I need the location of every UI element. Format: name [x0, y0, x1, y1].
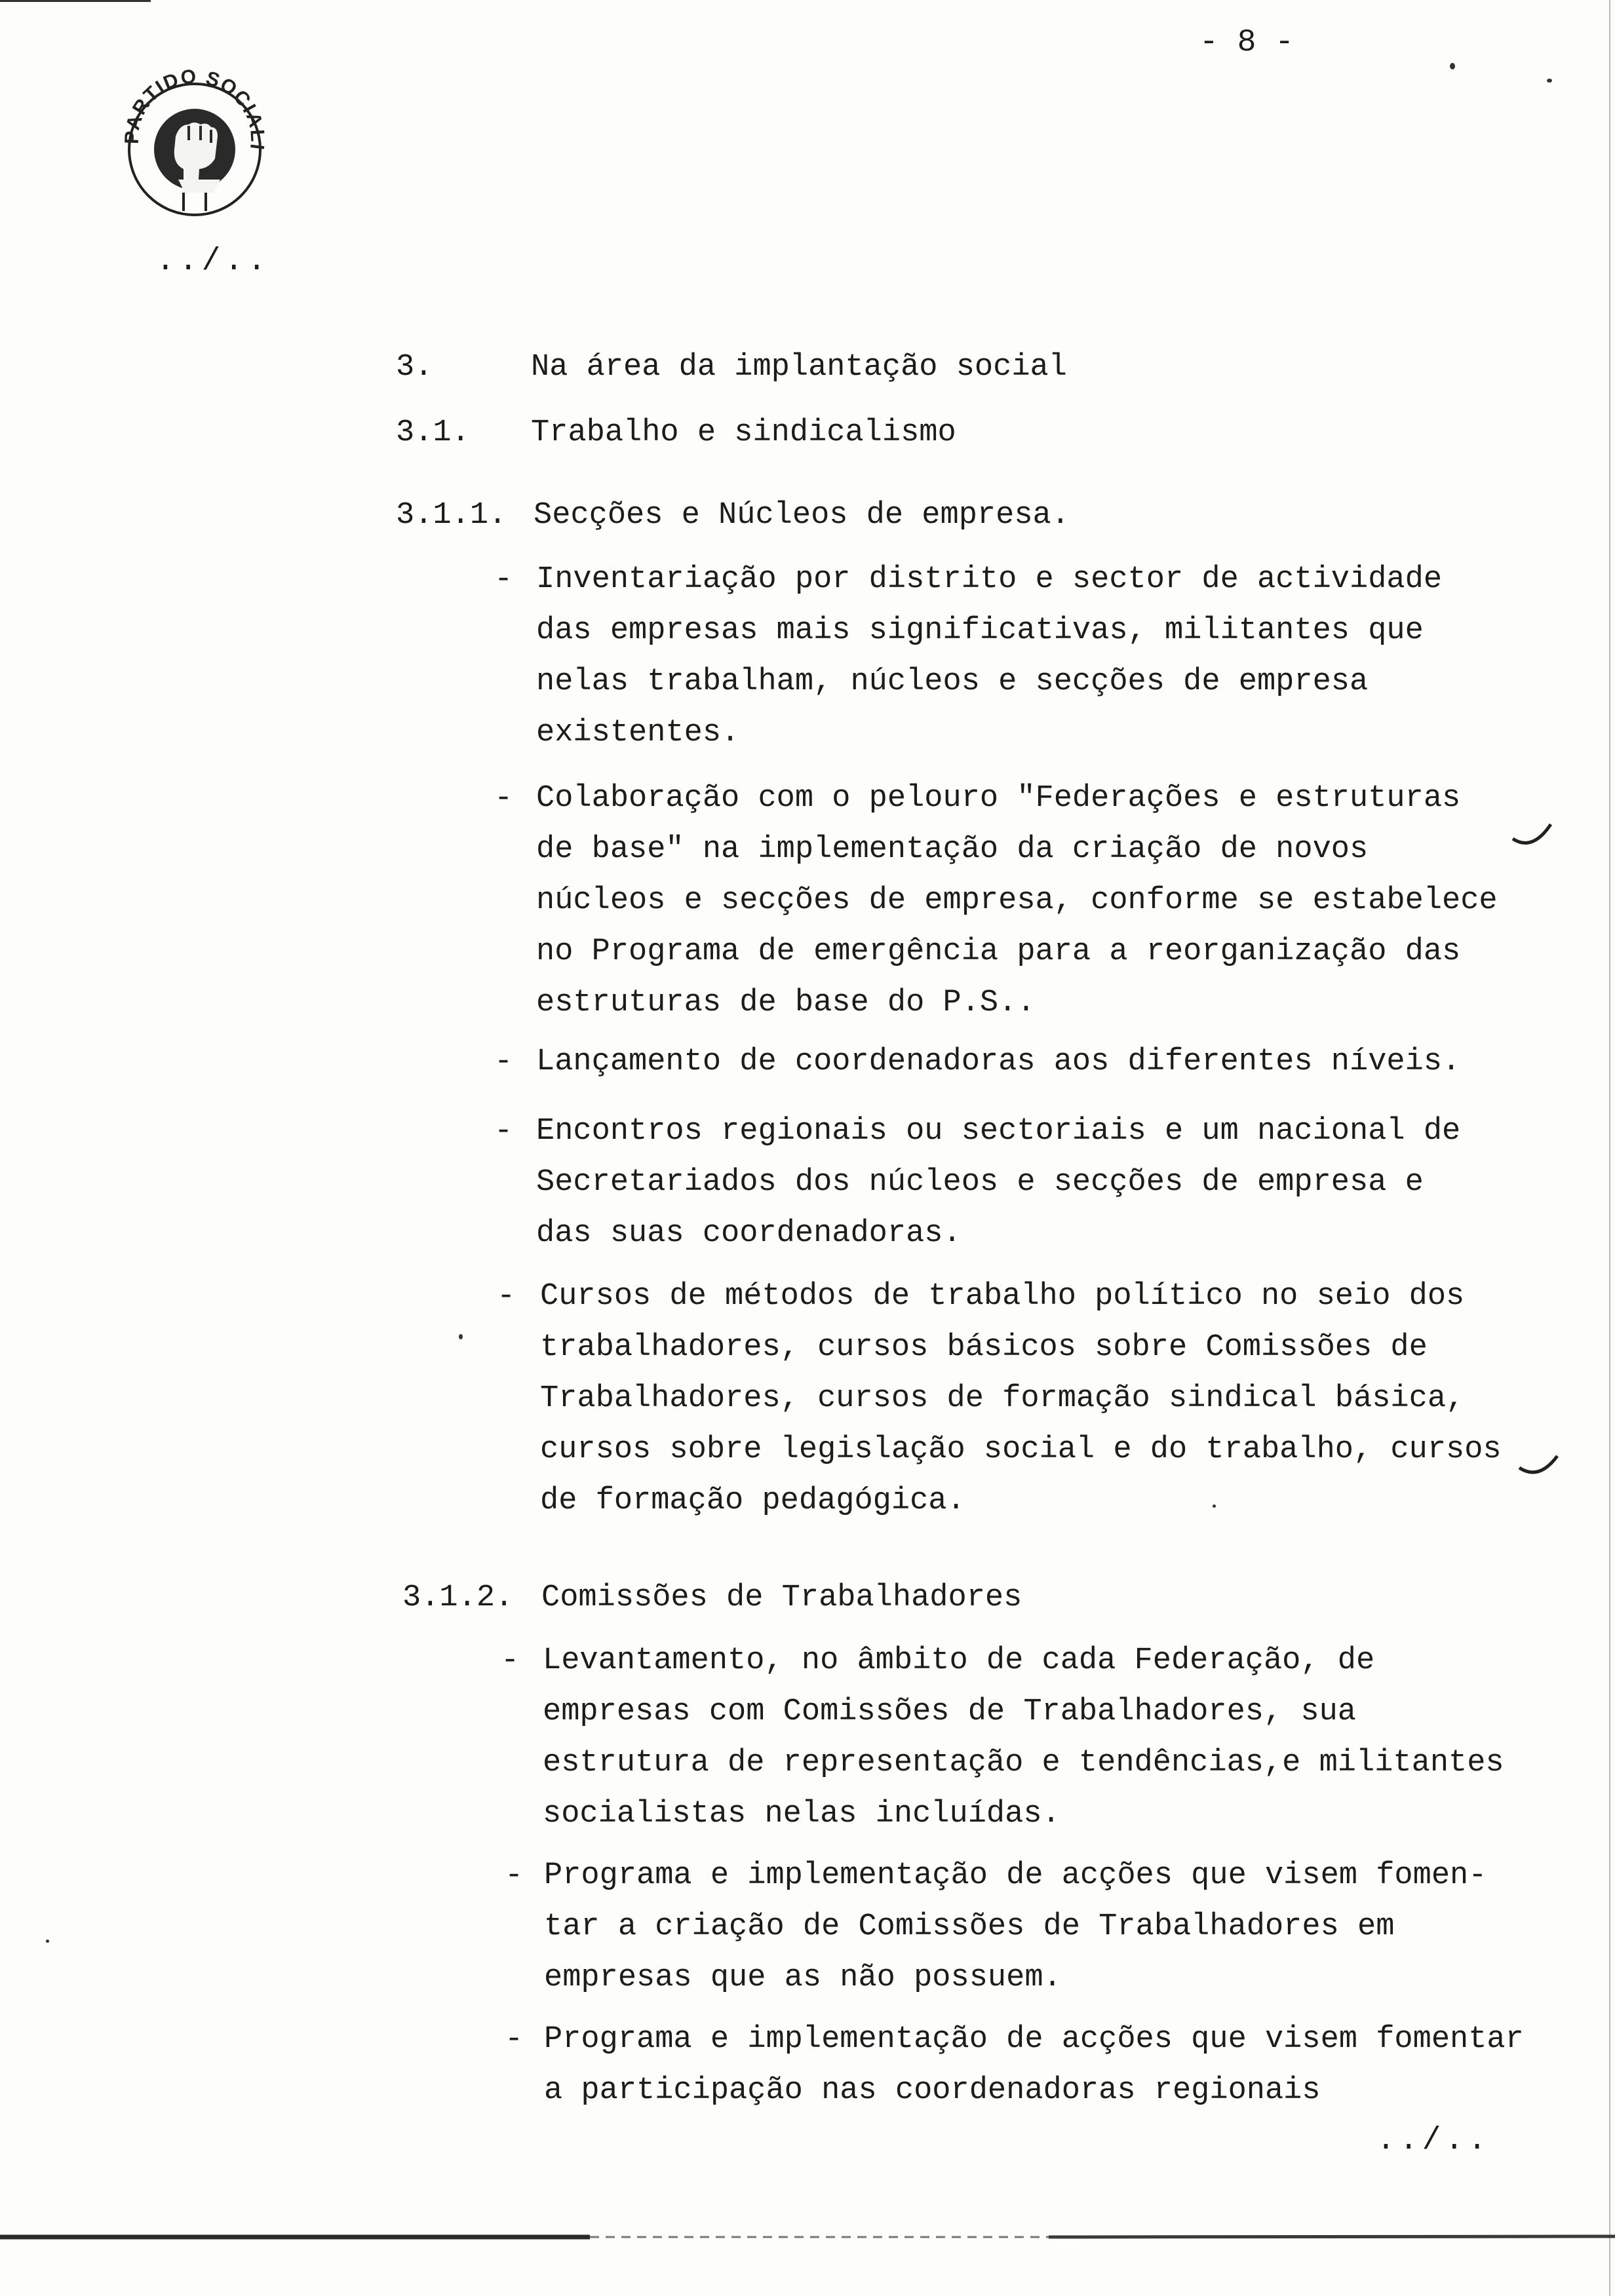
- list-item: [536, 773, 1498, 1029]
- item-line: Levantamento, no âmbito de cada Federação, de: [543, 1643, 1375, 1678]
- item-line: trabalhadores, cursos básicos sobre Comissões de: [540, 1330, 1428, 1365]
- subsubsection-title: Secções e Núcleos de empresa.: [534, 498, 1070, 533]
- item-line: Secretariados dos núcleos e secções de empresa e: [536, 1165, 1424, 1200]
- page-edge: [1609, 0, 1610, 2296]
- bullet-dash: -: [494, 562, 513, 597]
- item-line: estruturas de base do P.S..: [536, 985, 1036, 1020]
- fist-logo-icon: [115, 58, 273, 235]
- continuation-marker-top: ../..: [156, 244, 271, 279]
- continuation-marker-bottom: ../..: [1376, 2123, 1491, 2158]
- top-rule: [0, 0, 151, 2]
- bullet-dash: -: [501, 1643, 520, 1678]
- list-item: [544, 2014, 1524, 2116]
- ink-speck: [1547, 79, 1552, 83]
- subsection-title: Trabalho e sindicalismo: [531, 415, 956, 450]
- bullet-dash: -: [505, 2022, 524, 2057]
- margin-mark-icon: [1508, 813, 1560, 852]
- list-item: [544, 1850, 1487, 2004]
- item-line: das empresas mais significativas, militantes que: [536, 613, 1424, 648]
- list-item: [543, 1636, 1504, 1840]
- item-line: tar a criação de Comissões de Trabalhadores em: [544, 1909, 1395, 1944]
- party-logo: [115, 58, 273, 235]
- subsubsection-number: 3.1.2.: [402, 1580, 514, 1615]
- item-line: de base" na implementação da criação de novos: [536, 832, 1369, 867]
- subsubsection-title: Comissões de Trabalhadores: [541, 1580, 1022, 1615]
- item-line: Trabalhadores, cursos de formação sindical básica,: [540, 1381, 1465, 1416]
- item-line: Encontros regionais ou sectoriais e um nacional de: [536, 1114, 1461, 1149]
- bottom-rule: [0, 2233, 1615, 2240]
- section-title: Na área da implantação social: [531, 350, 1067, 385]
- item-line: empresas com Comissões de Trabalhadores, sua: [543, 1694, 1357, 1729]
- subsection-number: 3.1.: [396, 415, 470, 450]
- margin-mark-icon: [1514, 1448, 1566, 1487]
- section-number: 3.: [396, 350, 433, 385]
- item-line: estrutura de representação e tendências,e militantes: [543, 1746, 1504, 1780]
- item-line: existentes.: [536, 716, 740, 750]
- item-line: núcleos e secções de empresa, conforme se estabelece: [536, 883, 1498, 918]
- item-line: das suas coordenadoras.: [536, 1216, 962, 1251]
- item-line: de formação pedagógica.: [540, 1483, 965, 1518]
- svg-text:PARTIDO SOCIALISTA: PARTIDO SOCIALI: [121, 66, 269, 153]
- ink-speck: [1213, 1504, 1216, 1508]
- ink-speck: [46, 1940, 49, 1943]
- item-line: no Programa de emergência para a reorganização das: [536, 934, 1461, 969]
- bullet-dash: -: [494, 781, 513, 816]
- item-line: Colaboração com o pelouro "Federações e estruturas: [536, 781, 1461, 816]
- page-number: - 8 -: [1199, 25, 1294, 60]
- ink-speck: [459, 1334, 463, 1339]
- list-item: [536, 1106, 1460, 1259]
- item-line: Programa e implementação de acções que visem fomen-: [544, 1858, 1487, 1893]
- list-item: [536, 554, 1442, 759]
- list-item: [536, 1037, 1460, 1088]
- item-line: empresas que as não possuem.: [544, 1961, 1062, 1995]
- item-line: Inventariação por distrito e sector de actividade: [536, 562, 1443, 597]
- item-line: a participação nas coordenadoras regionais: [544, 2073, 1321, 2108]
- list-item: [540, 1271, 1502, 1527]
- bullet-dash: -: [505, 1858, 524, 1893]
- item-line: socialistas nelas incluídas.: [543, 1797, 1060, 1831]
- item-line: Programa e implementação de acções que visem fomentar: [544, 2022, 1524, 2057]
- bullet-dash: -: [497, 1279, 516, 1314]
- item-line: Lançamento de coordenadoras aos diferentes níveis.: [536, 1044, 1461, 1079]
- bullet-dash: -: [494, 1114, 513, 1149]
- item-line: cursos sobre legislação social e do trabalho, cursos: [540, 1432, 1502, 1467]
- item-line: Cursos de métodos de trabalho político no seio dos: [540, 1279, 1465, 1314]
- bullet-dash: -: [494, 1044, 513, 1079]
- subsubsection-number: 3.1.1.: [396, 498, 507, 533]
- ink-speck: [1450, 63, 1455, 69]
- item-line: nelas trabalham, núcleos e secções de empresa: [536, 664, 1369, 699]
